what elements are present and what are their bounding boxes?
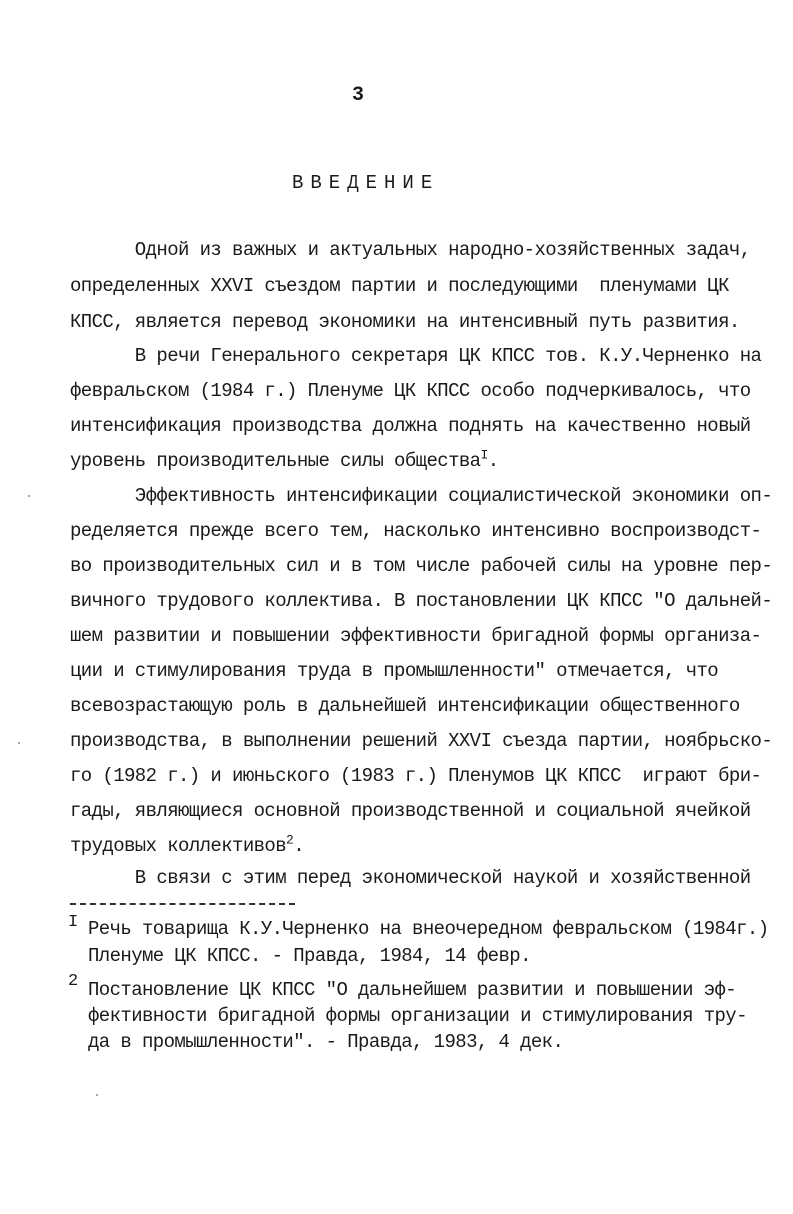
text-line: во производительных сил и в том числе рабочей силы на уровне пер- [70,555,773,577]
scan-speck [18,742,20,744]
footnote-ref-2: 2 [286,832,294,848]
scan-speck [28,495,30,497]
footnote-mark: I [68,913,79,932]
footnote-mark: 2 [68,972,79,991]
text-line: определенных XXVI съездом партии и последующими пленумами ЦК [70,275,729,297]
text-line: всевозрастающую роль в дальнейшей интенсификации общественного [70,695,740,717]
footnote-line: фективности бригадной формы организации и стимулирования тру- [88,1005,747,1027]
footnote-line: Речь товарища К.У.Черненко на внеочередном февральском (1984г.) [88,918,769,940]
text-line: В связи с этим перед экономической наукой и хозяйственной [70,867,751,889]
text-line: интенсификация производства должна поднять на качественно новый [70,415,751,437]
text-line: гады, являющиеся основной производственной и социальной ячейкой [70,800,751,822]
page-title: ВВЕДЕНИЕ [292,172,440,194]
text-line: В речи Генерального секретаря ЦК КПСС тов. К.У.Черненко на [70,345,762,367]
footnote-line: Постановление ЦК КПСС "О дальнейшем развитии и повышении эф- [88,979,737,1001]
punctuation: . [487,450,499,472]
text-line: го (1982 г.) и июньского (1983 г.) Пленумов ЦК КПСС играют бри- [70,765,762,787]
text-line: Одной из важных и актуальных народно-хозяйственных задач, [70,239,751,261]
text-line: шем развитии и повышении эффективности бригадной формы организа- [70,625,762,647]
text-segment: трудовых коллективов [70,835,287,857]
text-line [70,449,760,473]
text-line: производства, в выполнении решений XXVI съезда партии, ноябрьско- [70,730,773,752]
page-number: 3 [352,84,365,107]
text-line: КПСС, является перевод экономики на интенсивный путь развития. [70,311,740,333]
footnote-separator [70,903,295,905]
footnote-ref-1: I [480,447,488,463]
footnote-line: Пленуме ЦК КПСС. - Правда, 1984, 14 февр. [88,945,531,967]
text-line: ции и стимулирования труда в промышленности" отмечается, что [70,660,719,682]
text-line: ределяется прежде всего тем, насколько интенсивно воспроизводст- [70,520,762,542]
text-segment: уровень производительные силы общества [70,450,481,472]
punctuation: . [293,835,305,857]
text-line: вичного трудового коллектива. В постановлении ЦК КПСС "О дальней- [70,590,773,612]
text-line: Эффективность интенсификации социалистической экономики оп- [70,485,773,507]
scan-speck [96,1094,98,1096]
text-line [70,834,760,858]
text-line: февральском (1984 г.) Пленуме ЦК КПСС особо подчеркивалось, что [70,380,751,402]
footnote-line: да в промышленности". - Правда, 1983, 4 дек. [88,1031,564,1053]
